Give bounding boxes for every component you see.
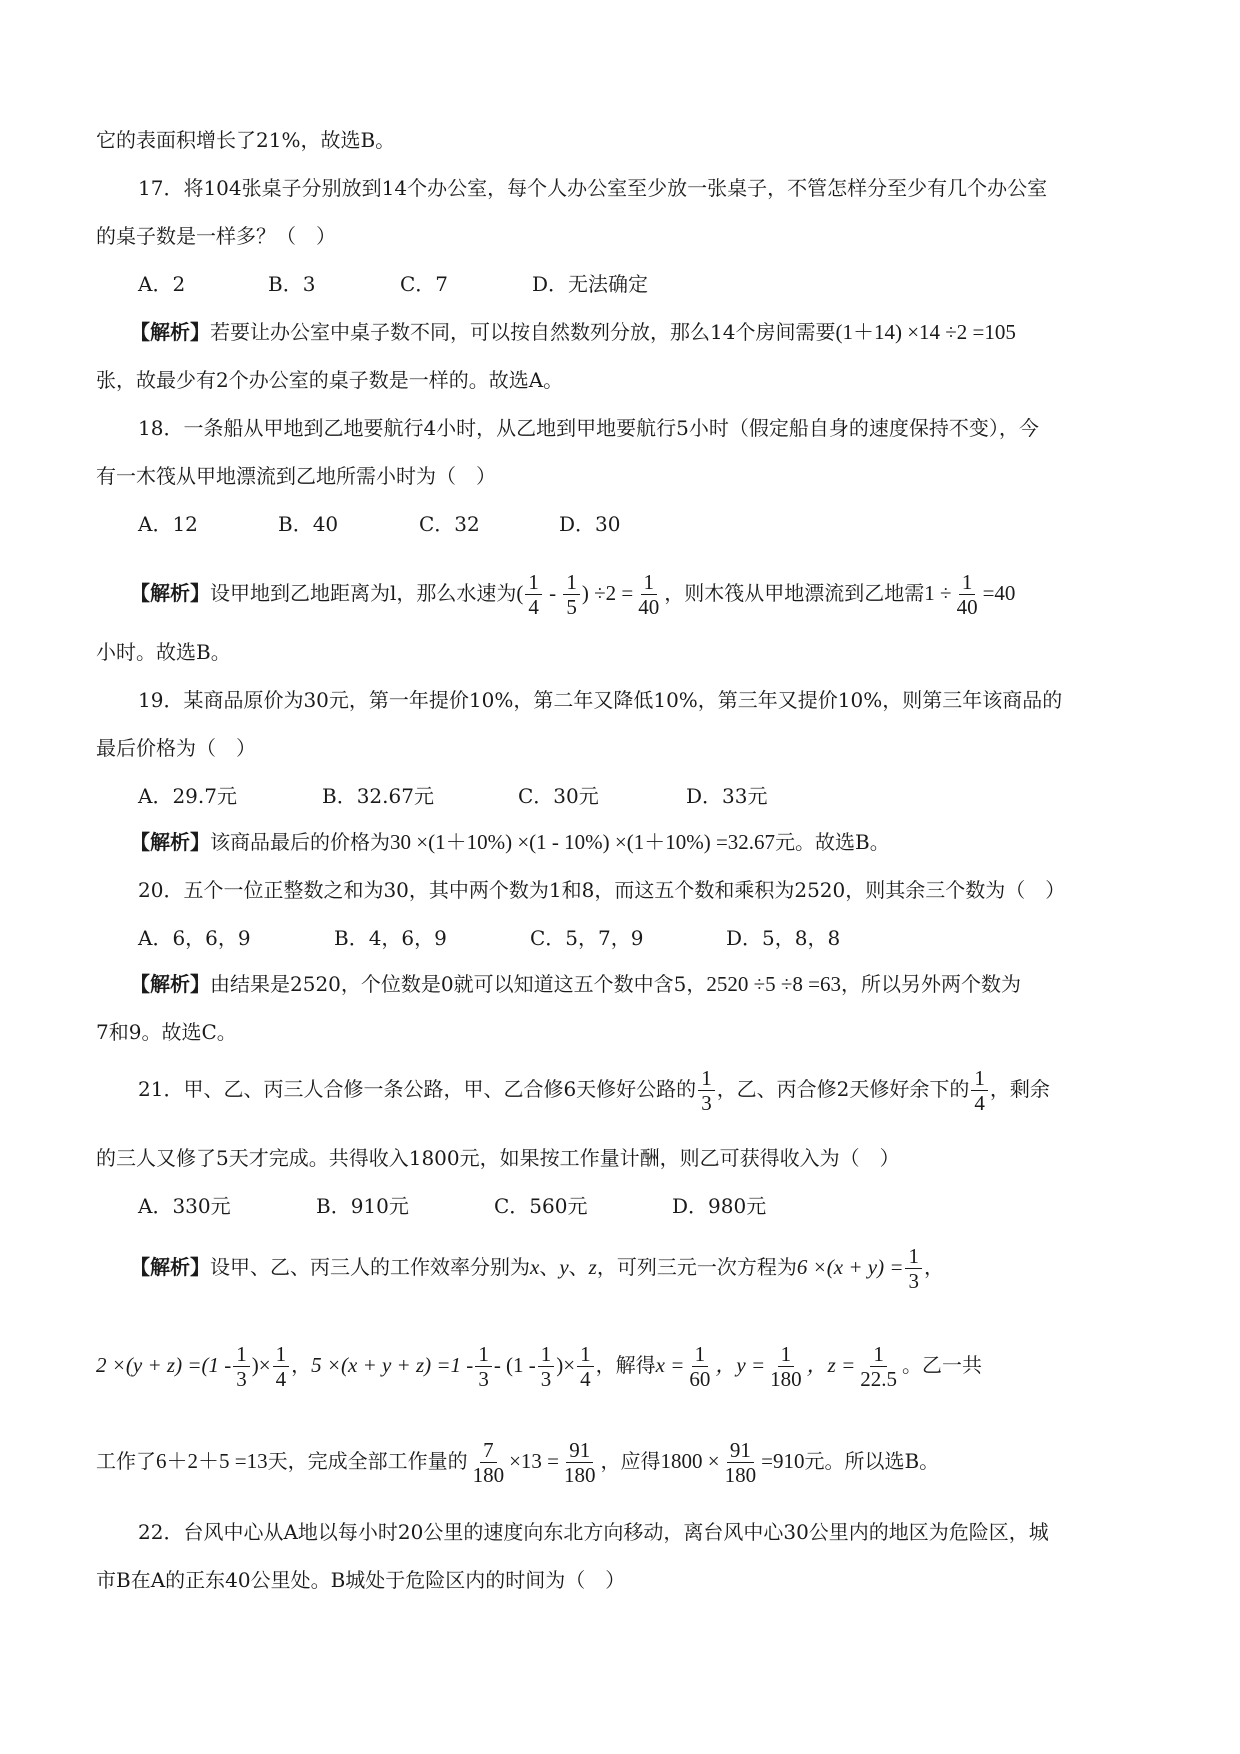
punctuation: ， — [923, 1255, 944, 1279]
denominator: 180 — [472, 1463, 505, 1487]
numerator: 1 — [577, 1342, 594, 1367]
denominator: 3 — [908, 1269, 919, 1293]
q20-solution-text: 由结果是2520，个位数是0就可以知道这五个数中含5， — [210, 972, 707, 996]
q17-equation: (1＋14) ×14 ÷2 =105 — [835, 320, 1016, 344]
denominator: 3 — [478, 1367, 489, 1391]
fraction-1-40 — [954, 570, 981, 619]
q21-stem-line1 — [138, 1064, 1050, 1120]
denominator: 180 — [564, 1463, 596, 1487]
equation-part: )× — [251, 1353, 271, 1377]
numerator: 1 — [563, 570, 580, 595]
q20-solution-line1 — [130, 970, 1021, 998]
denominator: 4 — [580, 1367, 591, 1391]
equation-part: )× — [556, 1353, 576, 1377]
variable-z: z — [588, 1255, 597, 1279]
numerator: 1 — [870, 1342, 887, 1367]
solution-label: 【解析】 — [130, 972, 210, 996]
q18-solution-line2: 小时。故选B。 — [96, 640, 231, 664]
numerator: 1 — [905, 1244, 922, 1269]
denominator: 5 — [566, 595, 577, 619]
denominator: 180 — [724, 1463, 757, 1487]
equation-part: - (1 - — [493, 1353, 536, 1377]
numerator: 91 — [566, 1438, 593, 1463]
solution-label: 【解析】 — [130, 581, 210, 605]
q21-option-a: A．330元 — [138, 1194, 231, 1218]
punctuation: ， — [291, 1353, 312, 1377]
q17-solution-line1 — [130, 318, 1016, 346]
q21-solution-text: 天，完成全部工作量的 — [267, 1449, 468, 1473]
fraction-7-180 — [470, 1438, 508, 1487]
numerator: 7 — [480, 1438, 497, 1463]
q17-option-d: D．无法确定 — [532, 272, 649, 296]
q22-stem-line1: 22．台风中心从A地以每小时20公里的速度向东北方向移动，离台风中心30公里内的地区为危险区，城 — [138, 1520, 1049, 1544]
separator: 、 — [568, 1255, 589, 1279]
denominator: 22.5 — [860, 1367, 897, 1391]
q19-option-c: C．30元 — [518, 784, 599, 808]
q18-options — [138, 510, 620, 538]
equation-part: 5 ×(x + y + z) =1 - — [311, 1353, 474, 1377]
fraction-1-3 — [475, 1342, 492, 1391]
fraction-1-3 — [233, 1342, 250, 1391]
q21-option-d: D．980元 — [672, 1194, 767, 1218]
equation-part: 6 ×(x + y) = — [796, 1255, 904, 1279]
equation-part: ×13 = — [509, 1449, 560, 1473]
fraction-1-4 — [525, 570, 542, 619]
fraction-1-3 — [698, 1066, 715, 1115]
q21-solution-tail: 元。所以选B。 — [804, 1449, 940, 1473]
q19-option-a: A．29.7元 — [138, 784, 237, 808]
q19-solution-text: 该商品最后的价格为 — [210, 830, 390, 854]
paren-open: ( — [516, 581, 524, 605]
q18-option-c: C．32 — [419, 512, 480, 536]
numerator: 1 — [698, 1066, 715, 1091]
q21-solution-line3 — [96, 1436, 939, 1492]
q18-option-d: D．30 — [559, 512, 621, 536]
equation-part: 6＋2＋5 =13 — [156, 1449, 268, 1473]
q17-option-c: C．7 — [400, 272, 449, 296]
denominator: 40 — [956, 595, 978, 619]
q21-solution-text: ，应得 — [600, 1449, 661, 1473]
equation-part: ，z = — [806, 1353, 856, 1377]
numerator: 1 — [959, 570, 976, 595]
denominator: 3 — [236, 1367, 247, 1391]
q17-stem-line1: 17．将104张桌子分别放到14个办公室，每个人办公室至少放一张桌子，不管怎样分至少有几个办公室 — [138, 176, 1048, 200]
denominator: 4 — [974, 1091, 985, 1115]
q20-stem: 20．五个一位正整数之和为30，其中两个数为1和8，而这五个数和乘积为2520，则其余三个数为（ ） — [138, 878, 1066, 902]
fraction-1-22-5 — [857, 1342, 900, 1391]
q18-solution-text: 设甲地到乙地距离为l，那么水速为 — [210, 581, 517, 605]
q21-solution-text: 工作了 — [96, 1449, 156, 1473]
q18-option-a: A．12 — [138, 512, 198, 536]
equation-part: 1800 × — [660, 1449, 720, 1473]
fraction-1-4 — [273, 1342, 290, 1391]
denominator: 180 — [770, 1367, 802, 1391]
q21-solution-text: 设甲、乙、丙三人的工作效率分别为 — [210, 1255, 530, 1279]
prev-answer-tail: 它的表面积增长了21%，故选B。 — [96, 128, 396, 152]
fraction-1-3 — [538, 1342, 555, 1391]
numerator: 1 — [641, 570, 658, 595]
q19-option-d: D．33元 — [686, 784, 768, 808]
q17-solution-text: 若要让办公室中桌子数不同，可以按自然数列分放，那么14个房间需要 — [210, 320, 836, 344]
numerator: 1 — [475, 1342, 492, 1367]
q17-option-a: A．2 — [138, 272, 186, 296]
q18-stem-line1: 18．一条船从甲地到乙地要航行4小时，从乙地到甲地要航行5小时（假定船自身的速度保持不变），今 — [138, 416, 1039, 440]
q21-options — [138, 1192, 766, 1220]
q19-stem-line1: 19．某商品原价为30元，第一年提价10%，第二年又降低10%，第三年又提价10%，则第三年该商品的 — [138, 688, 1063, 712]
q21-option-b: B．910元 — [316, 1194, 409, 1218]
equation-part: 2 ×(y + z) =(1 - — [96, 1353, 232, 1377]
numerator: 1 — [692, 1342, 709, 1367]
q18-stem-line2: 有一木筏从甲地漂流到乙地所需小时为（ ） — [96, 464, 496, 488]
q20-option-b: B．4，6，9 — [334, 926, 447, 950]
numerator: 1 — [971, 1066, 988, 1091]
fraction-1-180 — [767, 1342, 805, 1391]
equation-part: =910 — [761, 1449, 805, 1473]
solution-label: 【解析】 — [130, 830, 210, 854]
q18-solution-text2: ，则木筏从甲地漂流到乙地需 — [664, 581, 925, 605]
solution-label: 【解析】 — [130, 320, 210, 344]
solution-label: 【解析】 — [130, 1255, 210, 1279]
variable-x: x — [530, 1255, 540, 1279]
denominator: 60 — [689, 1367, 711, 1391]
equation-part: 1 ÷ — [924, 581, 952, 605]
q21-option-c: C．560元 — [494, 1194, 588, 1218]
minus-sign: - — [543, 581, 562, 605]
numerator: 1 — [273, 1342, 290, 1367]
q21-solution-line2 — [96, 1340, 982, 1396]
q21-solve-text: ，解得 — [595, 1353, 656, 1377]
separator: 、 — [539, 1255, 560, 1279]
fraction-1-60 — [686, 1342, 713, 1391]
denominator: 4 — [275, 1367, 287, 1391]
q21-stem-line2: 的三人又修了5天才完成。共得收入1800元，如果按工作量计酬，则乙可获得收入为（ ） — [96, 1146, 900, 1170]
numerator: 1 — [525, 570, 542, 595]
denominator: 3 — [540, 1367, 552, 1391]
equation-part: ) ÷2 = — [581, 581, 634, 605]
q20-solution-text2: ，所以另外两个数为 — [841, 972, 1022, 996]
equation-part: =40 — [982, 581, 1016, 605]
variable-y: y — [559, 1255, 569, 1279]
q21-stem-text: ，乙、丙合修2天修好余下的 — [716, 1077, 970, 1101]
fraction-1-5 — [563, 570, 580, 619]
fraction-1-40 — [635, 570, 662, 619]
fraction-91-180 — [722, 1438, 760, 1487]
q22-stem-line2: 市B在A的正东40公里处。B城处于危险区内的时间为（ ） — [96, 1568, 626, 1592]
q20-option-c: C．5，7，9 — [530, 926, 644, 950]
q20-options — [138, 924, 840, 952]
q19-options — [138, 782, 767, 810]
numerator: 1 — [778, 1342, 795, 1367]
denominator: 40 — [638, 595, 660, 619]
q20-option-d: D．5，8，8 — [726, 926, 841, 950]
q19-solution-text2: 元。故选B。 — [775, 830, 890, 854]
q19-solution — [130, 828, 890, 856]
q21-solution-tail: 。乙一共 — [901, 1353, 982, 1377]
equation-part: ，y = — [715, 1353, 766, 1377]
q17-solution-line2: 张，故最少有2个办公室的桌子数是一样的。故选A。 — [96, 368, 564, 392]
q19-equation: 30 ×(1＋10%) ×(1 - 10%) ×(1＋10%) =32.67 — [390, 830, 776, 854]
fraction-1-3 — [905, 1244, 922, 1293]
fraction-1-4 — [971, 1066, 988, 1115]
q17-option-b: B．3 — [268, 272, 316, 296]
q20-option-a: A．6，6，9 — [138, 926, 251, 950]
denominator: 4 — [528, 595, 539, 619]
q19-option-b: B．32.67元 — [322, 784, 434, 808]
q19-stem-line2: 最后价格为（ ） — [96, 736, 256, 760]
q21-stem-text: ，剩余 — [989, 1077, 1050, 1101]
q21-stem-text: 21．甲、乙、丙三人合修一条公路，甲、乙合修6天修好公路的 — [138, 1077, 697, 1101]
q21-solution-text2: ，可列三元一次方程为 — [596, 1255, 797, 1279]
fraction-91-180 — [561, 1438, 599, 1487]
q21-solution-line1 — [130, 1242, 944, 1298]
numerator: 1 — [538, 1342, 555, 1367]
q18-solution-line1 — [130, 568, 1015, 624]
denominator: 3 — [701, 1091, 712, 1115]
equation-part: x = — [655, 1353, 685, 1377]
numerator: 1 — [233, 1342, 250, 1367]
q20-solution-line2: 7和9。故选C。 — [96, 1020, 237, 1044]
numerator: 91 — [727, 1438, 754, 1463]
fraction-1-4 — [577, 1342, 594, 1391]
q18-option-b: B．40 — [278, 512, 339, 536]
q17-stem-line2: 的桌子数是一样多？（ ） — [96, 224, 336, 248]
q20-equation: 2520 ÷5 ÷8 =63 — [706, 972, 842, 996]
q17-options — [138, 270, 648, 298]
